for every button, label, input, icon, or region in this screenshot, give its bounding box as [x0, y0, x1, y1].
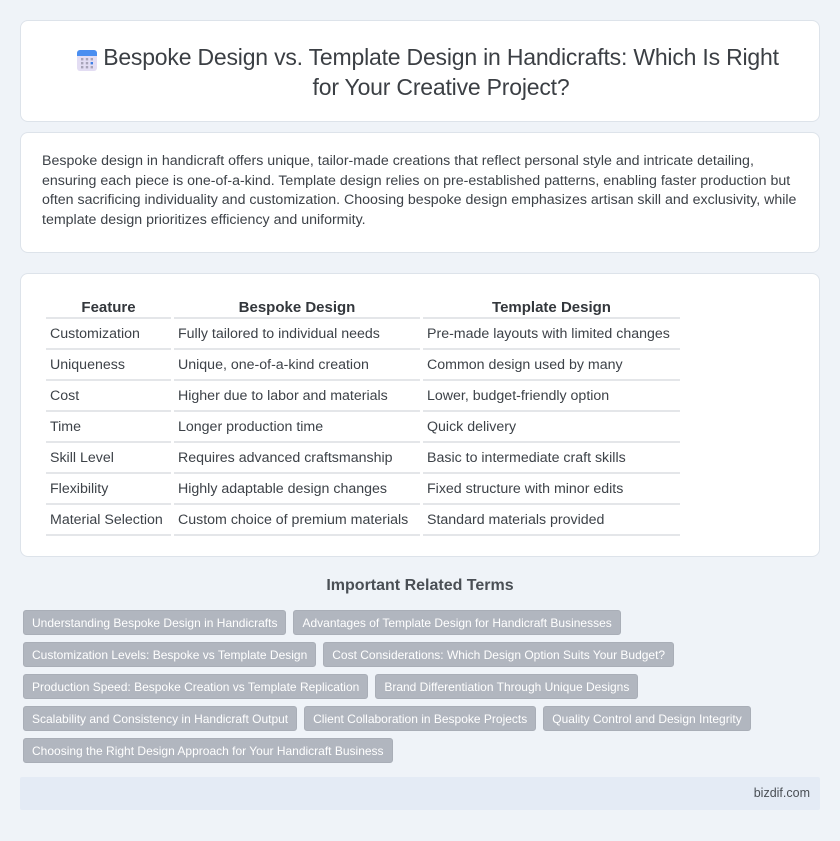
column-header-bespoke: Bespoke Design — [174, 295, 420, 319]
related-term-tag[interactable]: Quality Control and Design Integrity — [543, 706, 750, 731]
column-header-feature: Feature — [46, 295, 171, 319]
related-term-tag[interactable]: Client Collaboration in Bespoke Projects — [304, 706, 536, 731]
table-row — [46, 350, 680, 381]
bespoke-cell: Longer production time — [174, 412, 420, 443]
table-header-row — [46, 295, 680, 319]
bespoke-cell: Custom choice of premium materials — [174, 505, 420, 536]
related-term-tag[interactable]: Brand Differentiation Through Unique Designs — [375, 674, 638, 699]
template-cell: Standard materials provided — [423, 505, 680, 536]
comparison-table — [43, 295, 683, 536]
column-header-template: Template Design — [423, 295, 680, 319]
comparison-table-card — [20, 273, 820, 557]
related-term-tag[interactable]: Choosing the Right Design Approach for Your Handicraft Business — [23, 738, 393, 763]
feature-cell: Time — [46, 412, 171, 443]
bespoke-cell: Unique, one-of-a-kind creation — [174, 350, 420, 381]
table-row — [46, 412, 680, 443]
bespoke-cell: Fully tailored to individual needs — [174, 319, 420, 350]
table-row — [46, 381, 680, 412]
related-terms-heading: Important Related Terms — [326, 577, 514, 594]
template-cell: Common design used by many — [423, 350, 680, 381]
summary-text: Bespoke design in handicraft offers unique, tailor-made creations that reflect personal style and intricate detailing, ensuring each piece is one-of-a-kind. Template design relies on pre-established patterns, enabling faster production but often sacrificing individuality and customization. Choosing bespoke design emphasizes artisan skill and exclusivity, while template design prioritizes efficiency and uniformity. — [42, 153, 797, 228]
header-card — [20, 20, 820, 122]
bespoke-cell: Higher due to labor and materials — [174, 381, 420, 412]
template-cell: Basic to intermediate craft skills — [423, 443, 680, 474]
related-term-tag[interactable]: Cost Considerations: Which Design Option Suits Your Budget? — [323, 642, 674, 667]
footer — [20, 777, 820, 810]
table-row — [46, 443, 680, 474]
summary-card — [20, 132, 820, 253]
related-term-tag[interactable]: Scalability and Consistency in Handicraft Output — [23, 706, 297, 731]
feature-cell: Uniqueness — [46, 350, 171, 381]
bespoke-cell: Requires advanced craftsmanship — [174, 443, 420, 474]
feature-cell: Cost — [46, 381, 171, 412]
footer-site-link[interactable]: bizdif.com — [753, 786, 810, 800]
related-term-tag[interactable]: Customization Levels: Bespoke vs Template Design — [23, 642, 316, 667]
template-cell: Fixed structure with minor edits — [423, 474, 680, 505]
related-term-tag[interactable]: Production Speed: Bespoke Creation vs Template Replication — [23, 674, 368, 699]
feature-cell: Skill Level — [46, 443, 171, 474]
template-cell: Quick delivery — [423, 412, 680, 443]
table-row — [46, 474, 680, 505]
bespoke-cell: Highly adaptable design changes — [174, 474, 420, 505]
related-term-tag[interactable]: Understanding Bespoke Design in Handicrafts — [23, 610, 286, 635]
template-cell: Pre-made layouts with limited changes — [423, 319, 680, 350]
table-row — [46, 505, 680, 536]
table-row — [46, 319, 680, 350]
feature-cell: Flexibility — [46, 474, 171, 505]
template-cell: Lower, budget-friendly option — [423, 381, 680, 412]
page-title: Bespoke Design vs. Template Design in Handicrafts: Which Is Right for Your Creative Project? — [103, 44, 779, 100]
related-terms-list — [23, 610, 823, 763]
feature-cell: Customization — [46, 319, 171, 350]
related-term-tag[interactable]: Advantages of Template Design for Handicraft Businesses — [293, 610, 620, 635]
feature-cell: Material Selection — [46, 505, 171, 536]
